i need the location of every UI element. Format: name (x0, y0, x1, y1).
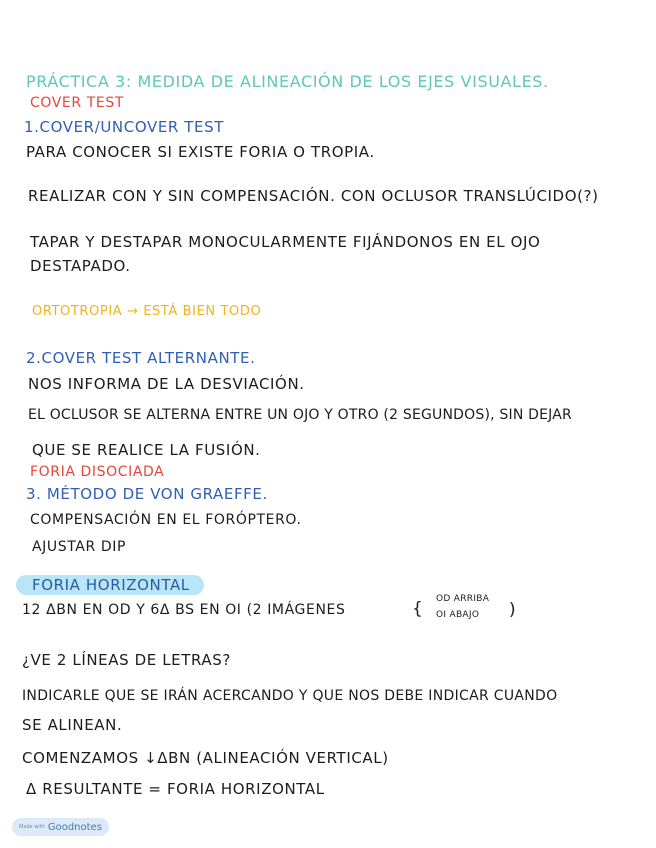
badge-brand: Goodnotes (47, 821, 102, 833)
goodnotes-badge (12, 818, 109, 836)
indicate-line-2: SE ALINEAN. (22, 716, 123, 734)
foria-disociada-label: FORIA DISOCIADA (30, 464, 165, 480)
question-line: ¿VE 2 LÍNEAS DE LETRAS? (22, 651, 231, 669)
foria-horizontal-highlight: FORIA HORIZONTAL (16, 575, 204, 595)
od-arriba-label: OD ARRIBA (436, 594, 490, 604)
section-1-line-2: REALIZAR CON Y SIN COMPENSACIÓN. CON OCLUSOR TRANSLÚCIDO(?) (28, 187, 599, 205)
close-paren: ) (509, 600, 517, 620)
prism-line: 12 ΔBN EN OD Y 6Δ BS EN OI (2 IMÁGENES (22, 602, 346, 618)
section-2-line-1: NOS INFORMA DE LA DESVIACIÓN. (28, 375, 305, 393)
section-1-heading: 1.COVER/UNCOVER TEST (24, 118, 225, 136)
section-1-line-3: TAPAR Y DESTAPAR MONOCULARMENTE FIJÁNDONOS EN EL OJO (30, 233, 541, 251)
indicate-line-1: INDICARLE QUE SE IRÁN ACERCANDO Y QUE NOS DEBE INDICAR CUANDO (22, 688, 558, 704)
section-2-line-3: QUE SE REALICE LA FUSIÓN. (32, 441, 261, 459)
badge-made-with: Made with (19, 824, 45, 830)
section-1-line-4: DESTAPADO. (30, 257, 131, 275)
section-2-heading: 2.COVER TEST ALTERNANTE. (26, 349, 256, 367)
cover-test-label: COVER TEST (30, 95, 124, 111)
oi-abajo-label: OI ABAJO (436, 610, 480, 620)
start-line: COMENZAMOS ↓ΔBN (ALINEACIÓN VERTICAL) (22, 749, 389, 767)
section-3-line-1: COMPENSACIÓN EN EL FORÓPTERO. (30, 512, 302, 528)
section-3-line-2: AJUSTAR DIP (32, 539, 127, 555)
brace-mark: { (412, 599, 424, 619)
ortotropia-note: ORTOTROPIA → ESTÁ BIEN TODO (32, 304, 262, 319)
section-3-heading: 3. MÉTODO DE VON GRAEFFE. (26, 485, 268, 503)
page-title: PRÁCTICA 3: MEDIDA DE ALINEACIÓN DE LOS EJES VISUALES. (26, 72, 549, 91)
result-line: Δ RESULTANTE = FORIA HORIZONTAL (26, 780, 325, 798)
section-2-line-2: EL OCLUSOR SE ALTERNA ENTRE UN OJO Y OTRO (2 SEGUNDOS), SIN DEJAR (28, 407, 572, 423)
section-1-line-1: PARA CONOCER SI EXISTE FORIA O TROPIA. (26, 143, 375, 161)
